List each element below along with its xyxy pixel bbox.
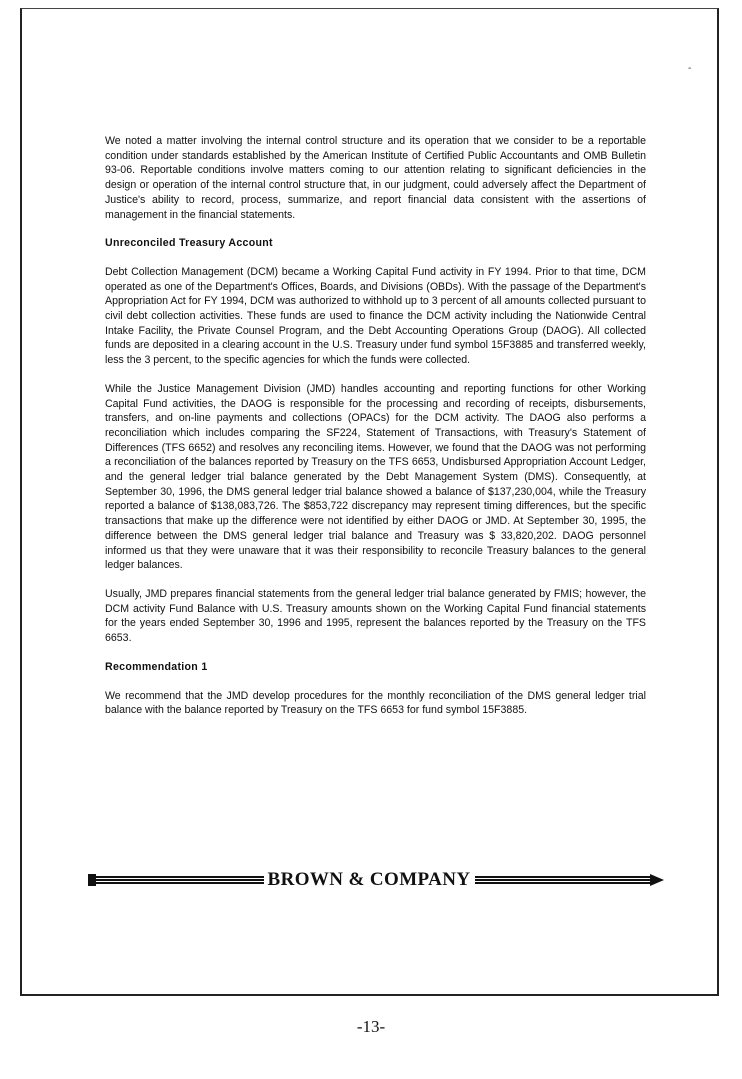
section-heading-unreconciled-treasury-account: Unreconciled Treasury Account <box>105 237 273 250</box>
footer-rule-left <box>88 876 264 884</box>
margin-tick-mark: - <box>688 63 692 74</box>
recommendation-heading: Recommendation 1 <box>105 660 208 673</box>
document-body <box>105 134 646 732</box>
intro-paragraph: We noted a matter involving the internal control structure and its operation that we consider to be a reportable condition under standards established by the American Institute of Certified Public Accountants and OMB Bulletin 93-06. Reportable conditions involve matters coming to our attention relating to significant deficiencies in the design or operation of the internal control structure that, in our judgment, could adversely affect the Department of Justice's ability to record, process, summarize, and report financial data consistent with the assertions of management in the financial statements. <box>105 135 646 221</box>
recommendation-paragraph: We recommend that the JMD develop procedures for the monthly reconciliation of the DMS general ledger trial balance with the balance reported by Treasury on the TFS 6653 for fund symbol 15F3885. <box>105 689 646 717</box>
dcm-background-paragraph: Debt Collection Management (DCM) became a Working Capital Fund activity in FY 1994. Prior to that time, DCM operated as one of the Department's Offices, Boards, and Divisions (OBDs). With the passage of the Department's Appropriation Act for FY 1994, DCM was authorized to withhold up to 3 percent of all amounts collected pursuant to civil debt collection activities. These funds are used to finance the DCM activity including the Nationwide Central Intake Facility, the Private Counsel Program, and the Debt Accounting Operations Group (DAOG). All collected funds are deposited in a clearing account in the U.S. Treasury under fund symbol 15F3885 and transferred weekly, less the 3 percent, to the specific agencies for which the funds were collected. <box>105 265 646 367</box>
arrow-head-icon <box>650 874 664 886</box>
footer-rule-right <box>475 876 651 884</box>
financial-statements-paragraph: Usually, JMD prepares financial statements from the general ledger trial balance generated by FMIS; however, the DCM activity Fund Balance with U.S. Treasury amounts shown on the Working Capital Fund financial statements for the years ended September 30, 1996 and 1995, represent the balances reported by the Treasury on the TFS 6653. <box>105 587 646 645</box>
firm-name-logo: BROWN & COMPANY <box>267 869 471 890</box>
firm-footer-bar <box>88 866 664 894</box>
page-number: -13- <box>356 1017 386 1036</box>
daog-reconciliation-paragraph: While the Justice Management Division (JMD) handles accounting and reporting functions for other Working Capital Fund activities, the DAOG is responsible for the processing and recording of receipts, disbursements, transfers, and on-line payments and collections (OPACs) for the DCM activity. The DAOG also performs a reconciliation which includes comparing the SF224, Statement of Transactions, with Treasury's Statement of Differences (TFS 6652) and resolves any reconciling items. However, we found that the DAOG was not performing a reconciliation of the balances reported by Treasury on the TFS 6653, Undisbursed Appropriation Account Ledger, and the general ledger trial balance generated by the Debt Management System (DMS). Consequently, at September 30, 1996, the DMS general ledger trial balance showed a balance of $137,230,004, while the Treasury reported a balance of $138,083,726. The $853,722 discrepancy may represent timing differences, but the specific transactions that make up the difference were not identified by either DAOG or JMD. At September 30, 1995, the difference between the DMS general ledger trial balance and Treasury was $ 33,820,202. DAOG personnel informed us that they were unaware that it was their responsibility to reconcile Treasury balances to the general ledger balances. <box>105 382 646 572</box>
